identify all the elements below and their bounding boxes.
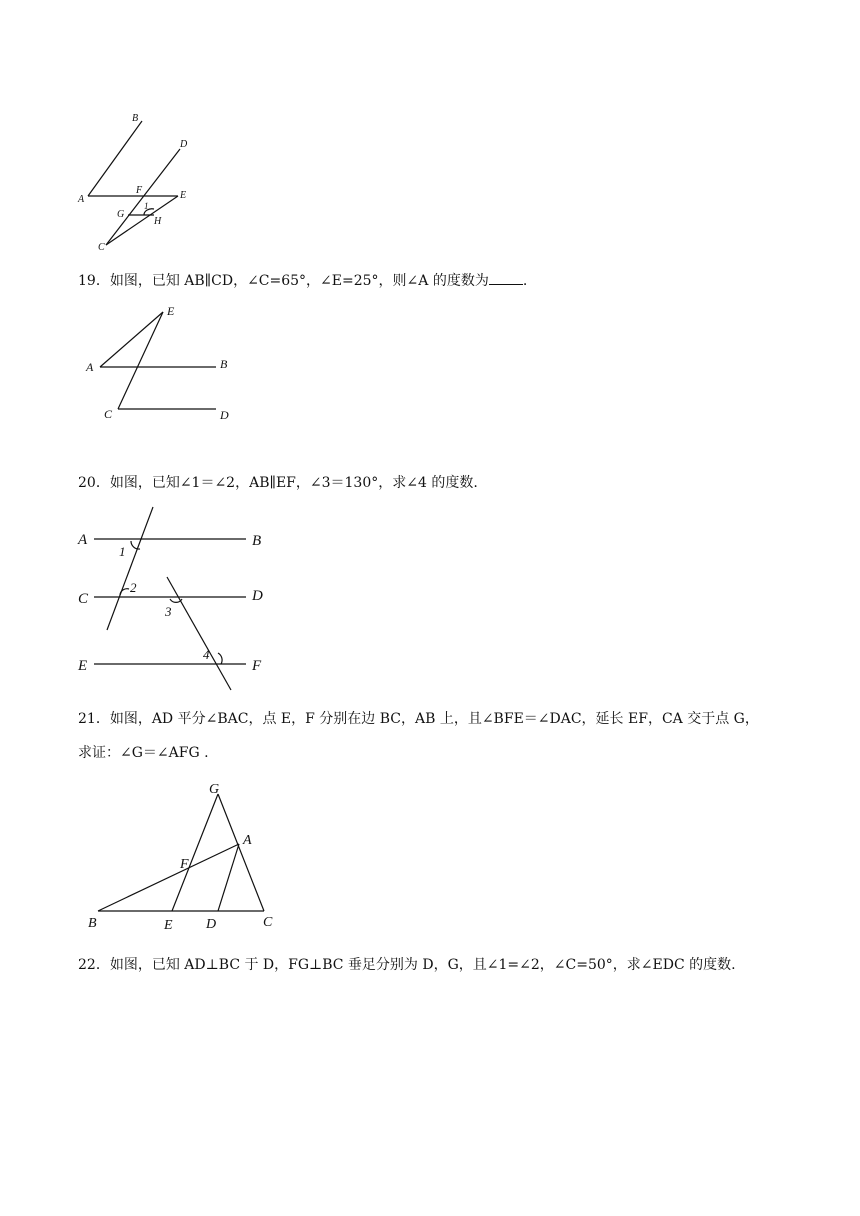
angle-4-arc <box>218 653 222 664</box>
line-CD <box>106 149 180 245</box>
label-E: E <box>180 190 187 201</box>
label-D: D <box>180 139 188 150</box>
label-C: C <box>263 915 273 930</box>
label-E: E <box>164 918 173 933</box>
label-B: B <box>132 113 139 124</box>
angle-2-arc <box>120 589 129 595</box>
label-D: D <box>220 408 229 422</box>
label-B: B <box>88 916 97 931</box>
figure-18-diagram <box>70 105 210 255</box>
label-F: F <box>252 658 262 674</box>
question-22-text: 22．如图，已知 AD⊥BC 于 D，FG⊥BC 垂足分别为 D，G，且∠1=∠2，∠C=50°，求∠EDC 的度数. <box>78 957 736 973</box>
label-H: H <box>154 216 162 227</box>
question-21-line1: 21．如图，AD 平分∠BAC，点 E，F 分别在边 BC，AB 上，且∠BFE＝∠DAC，延长 EF，CA 交于点 G， <box>78 711 759 727</box>
label-A: A <box>78 194 85 205</box>
question-19-text: 19．如图，已知 AB∥CD，∠C=65°，∠E=25°，则∠A 的度数为 <box>78 273 489 289</box>
line-AD <box>218 844 239 911</box>
question-19-end: . <box>522 273 528 289</box>
label-F: F <box>180 857 189 872</box>
label-D: D <box>252 588 263 604</box>
figure-20-diagram <box>74 502 274 694</box>
label-G: G <box>117 209 125 220</box>
label-C: C <box>98 242 105 253</box>
question-21 <box>78 710 759 728</box>
label-B: B <box>220 357 228 371</box>
transversal-left <box>107 507 153 630</box>
label-E: E <box>167 304 175 318</box>
line-BA <box>98 844 239 911</box>
answer-blank[interactable] <box>489 272 523 285</box>
label-3: 3 <box>165 604 172 619</box>
label-1: 1 <box>119 544 126 559</box>
label-1: 1 <box>144 201 149 211</box>
label-F: F <box>136 185 143 196</box>
figure-21-diagram <box>84 776 284 936</box>
question-22 <box>78 956 736 974</box>
label-A: A <box>243 833 252 848</box>
question-21-line2: 求证：∠G＝∠AFG . <box>78 745 209 761</box>
transversal-right <box>167 577 231 690</box>
label-E: E <box>78 658 88 674</box>
line-AE <box>100 312 163 367</box>
question-19 <box>78 272 527 290</box>
label-A: A <box>86 360 94 374</box>
label-A: A <box>78 532 88 548</box>
label-G: G <box>209 782 220 797</box>
question-20 <box>78 474 478 492</box>
label-D: D <box>206 917 217 932</box>
figure-19-diagram <box>80 300 250 425</box>
label-4: 4 <box>203 647 210 662</box>
line-CE <box>118 312 163 409</box>
question-20-text: 20．如图，已知∠1＝∠2，AB∥EF，∠3＝130°，求∠4 的度数. <box>78 475 478 491</box>
label-C: C <box>78 591 89 607</box>
label-B: B <box>252 533 262 549</box>
line-AB <box>88 121 142 196</box>
line-GE <box>172 794 218 911</box>
line-CE <box>106 196 178 245</box>
question-21-cont <box>78 744 209 762</box>
line-GC <box>218 794 264 911</box>
label-C: C <box>104 407 113 421</box>
label-2: 2 <box>130 580 137 595</box>
